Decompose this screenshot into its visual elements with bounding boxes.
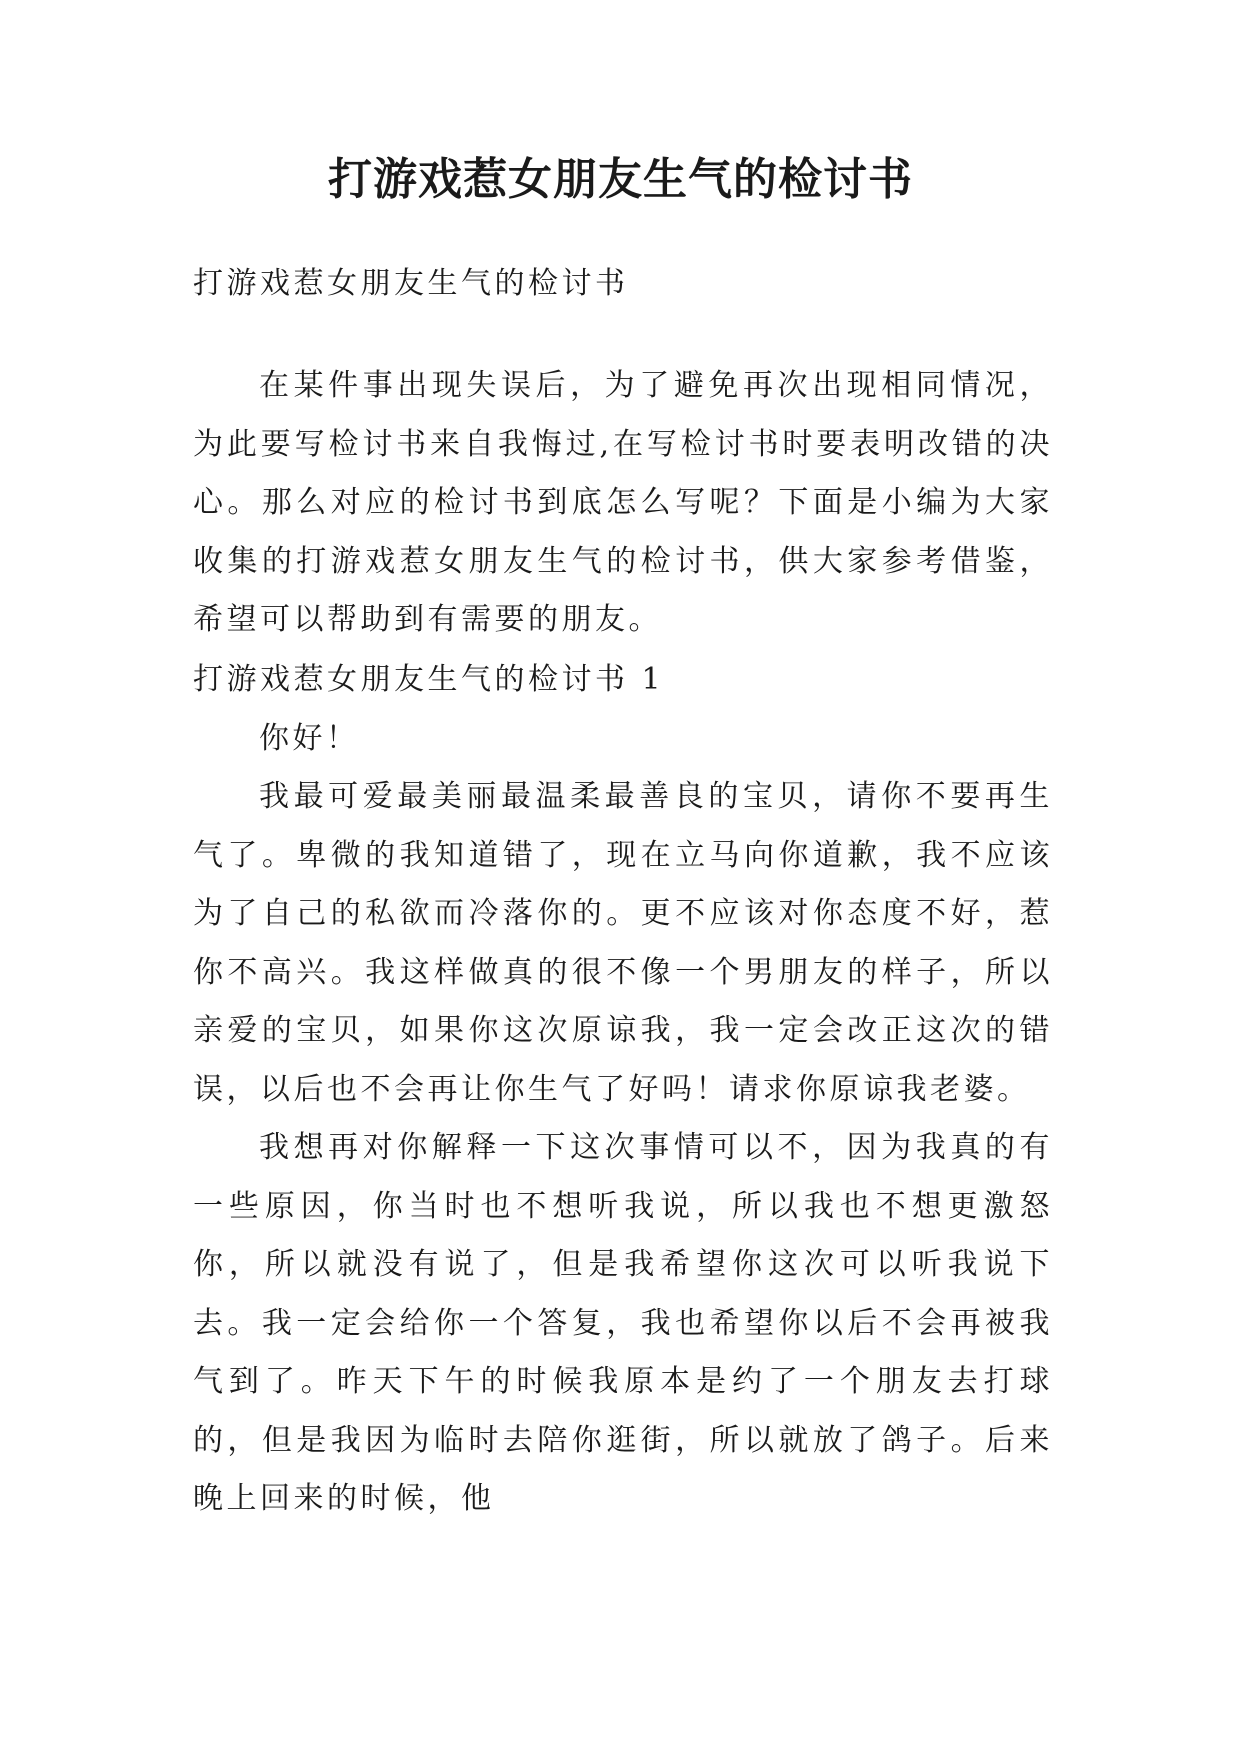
section-1-heading: 打游戏惹女朋友生气的检讨书 1: [193, 662, 665, 697]
intro-block: [193, 357, 1053, 650]
document-subtitle-block: [193, 255, 1053, 314]
document-subtitle: 打游戏惹女朋友生气的检讨书: [193, 266, 629, 301]
section-1-block: [193, 651, 1053, 1529]
greeting: 你好！: [259, 720, 360, 756]
intro-paragraph: 在某件事出现失误后，为了避免再次出现相同情况，为此要写检讨书来自我悔过,在写检讨书时要表明改错的决心。那么对应的检讨书到底怎么写呢？下面是小编为大家收集的打游戏惹女朋友生气的检讨书，供大家参考借鉴，希望可以帮助到有需要的朋友。: [193, 368, 1053, 637]
body-paragraph-1: 我最可爱最美丽最温柔最善良的宝贝，请你不要再生气了。卑微的我知道错了，现在立马向你道歉，我不应该为了自己的私欲而冷落你的。更不应该对你态度不好，惹你不高兴。我这样做真的很不像一个男朋友的样子，所以亲爱的宝贝，如果你这次原谅我，我一定会改正这次的错误，以后也不会再让你生气了好吗！请求你原谅我老婆。: [193, 779, 1053, 1107]
body-paragraph-2: 我想再对你解释一下这次事情可以不，因为我真的有一些原因，你当时也不想听我说，所以我也不想更激怒你，所以就没有说了，但是我希望你这次可以听我说下去。我一定会给你一个答复，我也希望你以后不会再被我气到了。昨天下午的时候我原本是约了一个朋友去打球的，但是我因为临时去陪你逛街，所以就放了鸽子。后来晚上回来的时候，他: [193, 1130, 1053, 1516]
document-title: 打游戏惹女朋友生气的检讨书: [328, 154, 913, 205]
